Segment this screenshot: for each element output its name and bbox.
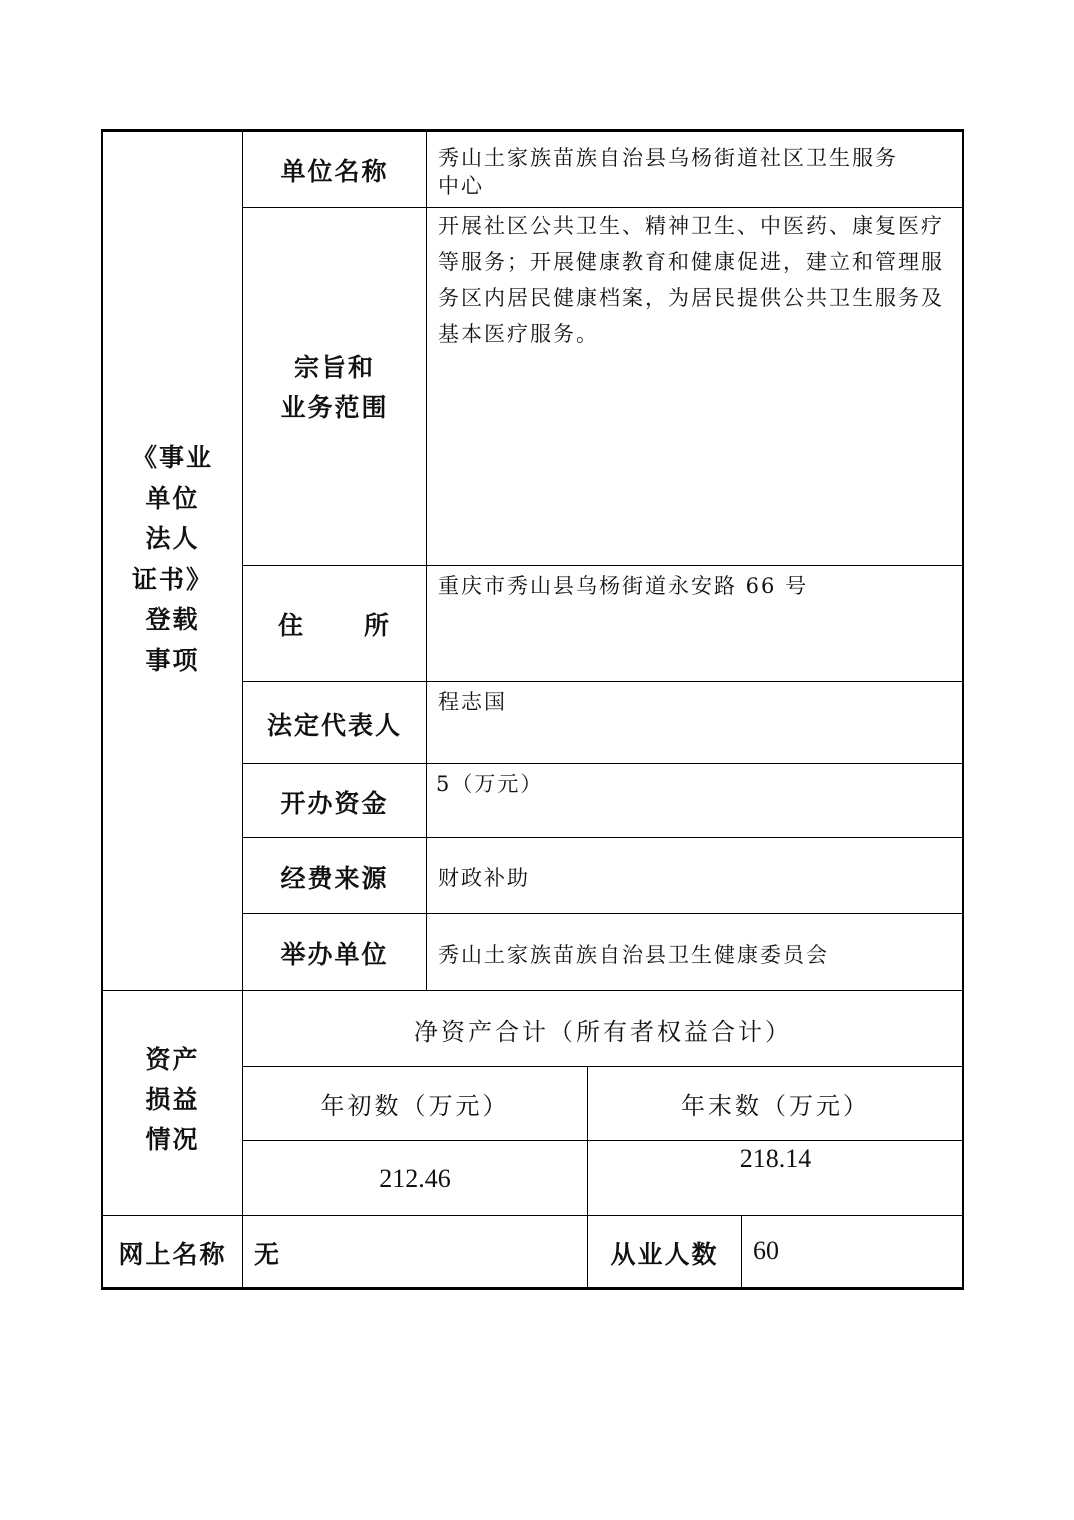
- sponsor-value: 秀山土家族苗族自治县卫生健康委员会: [438, 943, 829, 967]
- funding-label: 经费来源: [280, 864, 389, 893]
- side-title-line: 证书》: [131, 564, 213, 594]
- side-title: [103, 438, 242, 681]
- purpose-label: [243, 348, 426, 428]
- net-assets-header: 净资产合计（所有者权益合计）: [414, 1018, 792, 1046]
- address-label-left: 住: [278, 611, 306, 640]
- purpose-label-line: 宗旨和: [293, 353, 375, 382]
- purpose-value: 开展社区公共卫生、精神卫生、中医药、康复医疗等服务；开展健康教育和健康促进，建立和管理服务区内居民健康档案，为居民提供公共卫生服务及基本医疗服务。: [438, 214, 944, 346]
- assets-title-line: 资产: [145, 1045, 200, 1074]
- side-title-line: 单位: [145, 483, 200, 513]
- end-year-value: 218.14: [739, 1144, 812, 1173]
- divider-staff: [741, 1215, 742, 1290]
- unit-name-value-line1: 秀山土家族苗族自治县乌杨街道社区卫生服务: [438, 146, 898, 170]
- sponsor-label: 举办单位: [280, 940, 389, 969]
- side-title-line: 事项: [145, 645, 200, 675]
- address-label-right: 所: [364, 611, 392, 640]
- legal-rep-label: 法定代表人: [266, 711, 402, 740]
- divider-row6: [242, 913, 963, 914]
- divider-row5: [242, 837, 963, 838]
- unit-name-value-line2: 中心: [438, 174, 484, 198]
- divider-row2: [242, 565, 963, 566]
- divider-col2: [426, 129, 427, 991]
- web-name-value: 无: [254, 1240, 282, 1269]
- address-value: 重庆市秀山县乌杨街道永安路 66 号: [438, 574, 809, 598]
- assets-title-line: 损益: [145, 1085, 200, 1114]
- divider-section-assets: [101, 990, 963, 991]
- begin-year-value: 212.46: [379, 1164, 451, 1193]
- divider-row3: [242, 681, 963, 682]
- table-border-top: [101, 129, 964, 132]
- capital-label: 开办资金: [280, 789, 389, 818]
- side-title-line: 法人: [145, 524, 200, 553]
- staff-value: 60: [753, 1236, 779, 1265]
- divider-row4: [242, 763, 963, 764]
- funding-value: 财政补助: [438, 866, 530, 890]
- staff-label: 从业人数: [610, 1240, 719, 1269]
- divider-assets-labels: [242, 1140, 963, 1141]
- purpose-label-line: 业务范围: [280, 393, 389, 422]
- begin-year-label: 年初数（万元）: [320, 1092, 510, 1120]
- web-name-label: 网上名称: [118, 1240, 227, 1269]
- divider-assets-header: [242, 1066, 963, 1067]
- end-year-label: 年末数（万元）: [681, 1092, 870, 1120]
- divider-section-footer: [101, 1215, 963, 1216]
- capital-value: 5（万元）: [436, 772, 544, 796]
- assets-title-line: 情况: [145, 1125, 200, 1154]
- side-title-line: 登载: [145, 605, 200, 634]
- unit-name-label: 单位名称: [280, 157, 389, 186]
- table-border-bottom: [101, 1287, 964, 1290]
- side-title-line: 《事业: [131, 443, 213, 472]
- legal-rep-value: 程志国: [438, 690, 507, 714]
- assets-title: [103, 1040, 242, 1160]
